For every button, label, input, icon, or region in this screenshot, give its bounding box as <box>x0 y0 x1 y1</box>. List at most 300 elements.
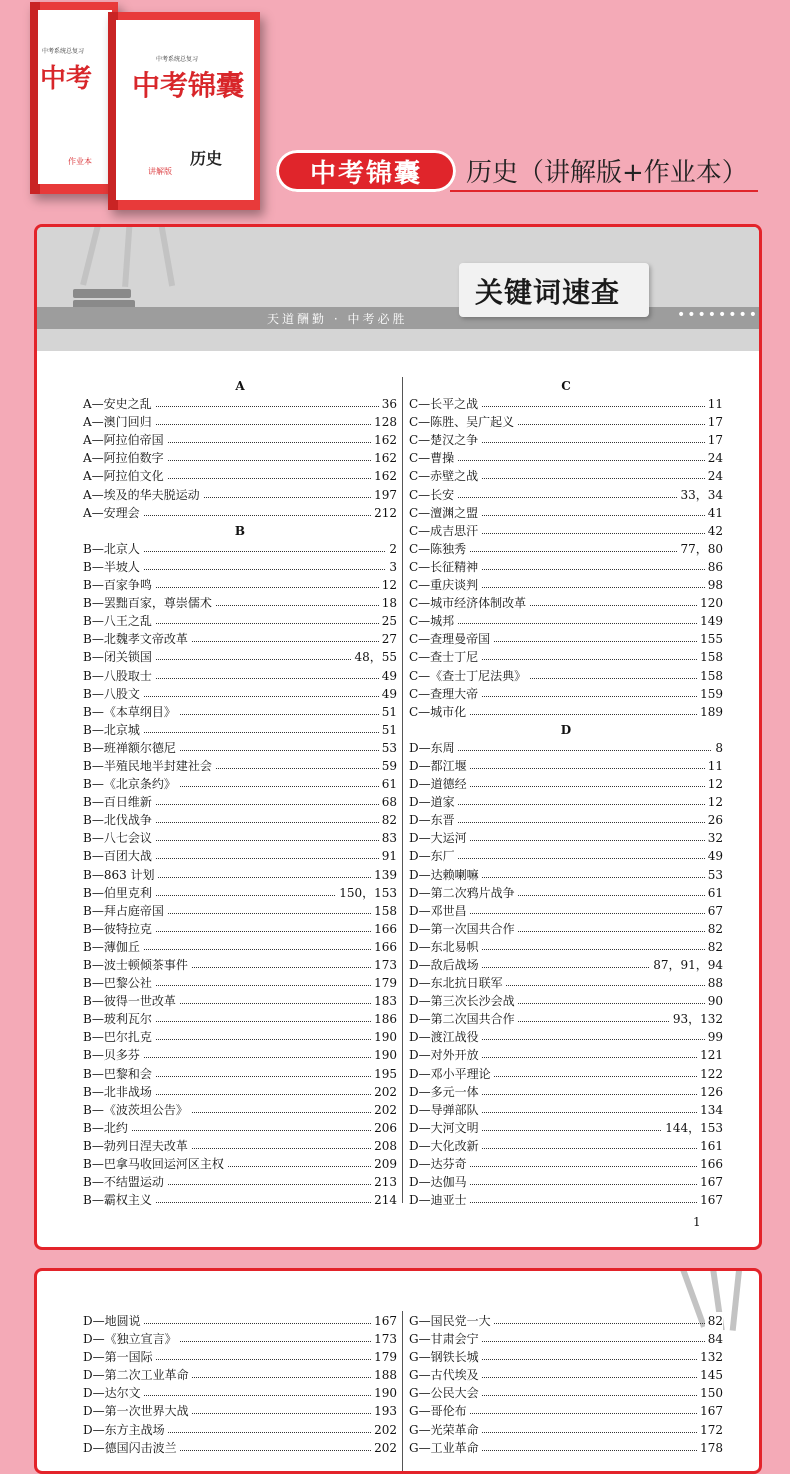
index-entry <box>409 739 723 757</box>
index-entry <box>83 1439 397 1457</box>
banner-slogan: 天道酬勤 · 中考必胜 <box>267 312 408 326</box>
entry-term: G—工业革命 <box>409 1439 482 1457</box>
entry-page: 53 <box>379 739 397 757</box>
index-entry <box>409 522 723 540</box>
index-entry <box>83 866 397 884</box>
entry-page: 208 <box>371 1137 397 1155</box>
entry-term: B—百家争鸣 <box>83 576 155 594</box>
entry-term: B—波士顿倾茶事件 <box>83 956 191 974</box>
entry-page: 186 <box>371 1010 397 1028</box>
entry-term: B—薄伽丘 <box>83 938 143 956</box>
index-column-right <box>409 377 723 1209</box>
book-face <box>38 10 112 184</box>
index-entry <box>409 847 723 865</box>
index-entry <box>409 413 723 431</box>
book-edition-lecture: 讲解版 <box>148 167 172 176</box>
book-series-text: 中考系统总复习 <box>42 48 85 55</box>
index-entry <box>83 576 397 594</box>
entry-term: D—第三次长沙会战 <box>409 992 518 1010</box>
index-entry <box>409 793 723 811</box>
index-entry <box>409 449 723 467</box>
index-entry <box>409 1191 723 1209</box>
index-entry <box>409 938 723 956</box>
title-underline <box>450 190 758 192</box>
entry-page: 190 <box>371 1384 397 1402</box>
index-entry <box>409 1101 723 1119</box>
entry-page: 179 <box>371 974 397 992</box>
index-entry <box>409 992 723 1010</box>
entry-term: G—钢铁长城 <box>409 1348 482 1366</box>
entry-term: B—拜占庭帝国 <box>83 902 167 920</box>
entry-page: 8 <box>712 739 723 757</box>
index-entry <box>409 811 723 829</box>
entry-page: 202 <box>371 1101 397 1119</box>
entry-page: 90 <box>705 992 723 1010</box>
index-entry <box>409 1173 723 1191</box>
index-entry <box>409 504 723 522</box>
entry-page: 126 <box>697 1083 723 1101</box>
index-entry <box>83 974 397 992</box>
entry-page: 158 <box>697 667 723 685</box>
index-entry <box>83 1137 397 1155</box>
index-entry <box>83 1312 397 1330</box>
index-page-1 <box>34 224 762 1250</box>
index-entry <box>83 847 397 865</box>
entry-term: G—国民党一大 <box>409 1312 494 1330</box>
entry-page: 144，153 <box>662 1119 723 1137</box>
entry-term: B—彼得一世改革 <box>83 992 179 1010</box>
entry-term: B—伯里克利 <box>83 884 155 902</box>
entry-term: B—八王之乱 <box>83 612 155 630</box>
entry-page: 77，80 <box>677 540 723 558</box>
entry-page: 11 <box>705 757 723 775</box>
entry-page: 48，55 <box>351 648 397 666</box>
entry-page: 59 <box>379 757 397 775</box>
entry-page: 25 <box>379 612 397 630</box>
index-entry <box>409 667 723 685</box>
entry-term: D—达赖喇嘛 <box>409 866 482 884</box>
entry-term: A—安史之乱 <box>83 395 155 413</box>
entry-term: D—达芬奇 <box>409 1155 470 1173</box>
entry-term: D—第二次鸦片战争 <box>409 884 518 902</box>
index-entry <box>83 1101 397 1119</box>
entry-term: D—达伽马 <box>409 1173 470 1191</box>
entry-page: 86 <box>705 558 723 576</box>
entry-term: D—达尔文 <box>83 1384 144 1402</box>
entry-page: 158 <box>371 902 397 920</box>
index-entry <box>409 1083 723 1101</box>
brand-pill: 中考锦囊 <box>276 150 456 192</box>
entry-page: 83 <box>379 829 397 847</box>
index-letter-heading: C <box>561 379 571 393</box>
index-entry <box>83 703 397 721</box>
entry-term: C—曹操 <box>409 449 457 467</box>
entry-page: 173 <box>371 1330 397 1348</box>
index-entry <box>409 540 723 558</box>
entry-page: 88 <box>705 974 723 992</box>
index-entry <box>409 395 723 413</box>
index-entry <box>409 431 723 449</box>
entry-page: 68 <box>379 793 397 811</box>
entry-page: 183 <box>371 992 397 1010</box>
index-entry <box>83 1065 397 1083</box>
entry-term: B—罢黜百家，尊崇儒术 <box>83 594 215 612</box>
entry-page: 150，153 <box>336 884 397 902</box>
index-entry <box>409 1348 723 1366</box>
index-entry <box>83 902 397 920</box>
index-entry <box>83 1330 397 1348</box>
entry-term: G—甘肃会宁 <box>409 1330 482 1348</box>
index-letter-heading: B <box>234 523 246 538</box>
pencil-decoration <box>730 1268 743 1331</box>
entry-page: 162 <box>371 449 397 467</box>
entry-page: 49 <box>379 667 397 685</box>
entry-page: 41 <box>705 504 723 522</box>
index-entry <box>409 902 723 920</box>
entry-page: 122 <box>697 1065 723 1083</box>
entry-term: G—哥伦布 <box>409 1402 470 1420</box>
book-edition-work: 作业本 <box>68 157 92 166</box>
entry-term: C—赤壁之战 <box>409 467 481 485</box>
entry-term: D—迪亚士 <box>409 1191 470 1209</box>
entry-page: 214 <box>371 1191 397 1209</box>
entry-term: C—长安 <box>409 486 457 504</box>
index-entry <box>83 956 397 974</box>
index-entry <box>409 1330 723 1348</box>
entry-term: B—八股文 <box>83 685 143 703</box>
entry-page: 145 <box>697 1366 723 1384</box>
entry-page: 84 <box>705 1330 723 1348</box>
entry-page: 179 <box>371 1348 397 1366</box>
entry-term: D—邓世昌 <box>409 902 470 920</box>
entry-term: C—查士丁尼 <box>409 648 481 666</box>
entry-page: 33，34 <box>677 486 723 504</box>
entry-term: D—德国闪击波兰 <box>83 1439 180 1457</box>
entry-term: D—《独立宣言》 <box>83 1330 180 1348</box>
index-entry <box>409 1366 723 1384</box>
entry-term: B—霸权主义 <box>83 1191 155 1209</box>
index-entry <box>409 1439 723 1457</box>
index-column-left <box>83 377 397 1209</box>
entry-page: 61 <box>379 775 397 793</box>
index-entry <box>83 1366 397 1384</box>
entry-term: B—863 计划 <box>83 866 158 884</box>
index-entry <box>83 1046 397 1064</box>
index-entry <box>83 1421 397 1439</box>
entry-page: 12 <box>705 793 723 811</box>
entry-term: B—半坡人 <box>83 558 143 576</box>
index-entry <box>409 486 723 504</box>
entry-term: D—道德经 <box>409 775 470 793</box>
entry-term: B—北京城 <box>83 721 143 739</box>
index-entry <box>83 486 397 504</box>
entry-term: D—地圆说 <box>83 1312 144 1330</box>
index-entry <box>409 1137 723 1155</box>
index-entry <box>83 739 397 757</box>
entry-page: 167 <box>697 1402 723 1420</box>
entry-term: C—查理大帝 <box>409 685 481 703</box>
index-entry <box>409 829 723 847</box>
entry-term: A—阿拉伯帝国 <box>83 431 167 449</box>
entry-term: D—第二次国共合作 <box>409 1010 518 1028</box>
entry-term: A—埃及的华夫脱运动 <box>83 486 203 504</box>
entry-page: 53 <box>705 866 723 884</box>
index-entry <box>83 449 397 467</box>
index-entry <box>409 594 723 612</box>
entry-page: 167 <box>697 1191 723 1209</box>
entry-page: 166 <box>371 938 397 956</box>
entry-term: B—八股取士 <box>83 667 155 685</box>
entry-page: 24 <box>705 449 723 467</box>
entry-term: C—《查士丁尼法典》 <box>409 667 529 685</box>
entry-term: B—北魏孝文帝改革 <box>83 630 191 648</box>
entry-term: C—城邦 <box>409 612 457 630</box>
entry-term: A—澳门回归 <box>83 413 155 431</box>
index-entry <box>409 775 723 793</box>
entry-term: D—多元一体 <box>409 1083 482 1101</box>
index-entry <box>409 630 723 648</box>
index-entry <box>409 703 723 721</box>
entry-term: D—渡江战役 <box>409 1028 482 1046</box>
entry-term: D—大运河 <box>409 829 470 847</box>
entry-term: D—东北易帜 <box>409 938 482 956</box>
entry-term: B—勃列日涅夫改革 <box>83 1137 191 1155</box>
entry-term: B—百日维新 <box>83 793 155 811</box>
index-entry <box>409 1155 723 1173</box>
entry-term: C—楚汉之争 <box>409 431 481 449</box>
entry-page: 202 <box>371 1421 397 1439</box>
index-entry <box>83 612 397 630</box>
index-entry <box>83 504 397 522</box>
entry-page: 12 <box>705 775 723 793</box>
index-entry <box>83 1384 397 1402</box>
index-entry <box>409 956 723 974</box>
entry-page: 195 <box>371 1065 397 1083</box>
index-entry <box>83 1173 397 1191</box>
entry-term: B—八七会议 <box>83 829 155 847</box>
entry-term: B—《本草纲目》 <box>83 703 179 721</box>
entry-page: 67 <box>705 902 723 920</box>
entry-page: 206 <box>371 1119 397 1137</box>
entry-term: D—敌后战场 <box>409 956 482 974</box>
entry-term: B—贝多芬 <box>83 1046 143 1064</box>
pencil-decoration <box>122 224 133 287</box>
entry-term: G—光荣革命 <box>409 1421 482 1439</box>
entry-page: 18 <box>379 594 397 612</box>
entry-page: 158 <box>697 648 723 666</box>
entry-term: D—大河文明 <box>409 1119 482 1137</box>
entry-page: 202 <box>371 1083 397 1101</box>
entry-page: 167 <box>697 1173 723 1191</box>
entry-term: C—长平之战 <box>409 395 481 413</box>
entry-term: D—导弹部队 <box>409 1101 482 1119</box>
entry-page: 121 <box>697 1046 723 1064</box>
entry-term: C—查理曼帝国 <box>409 630 493 648</box>
entry-term: G—公民大会 <box>409 1384 482 1402</box>
entry-page: 172 <box>697 1421 723 1439</box>
index-entry <box>83 884 397 902</box>
entry-page: 27 <box>379 630 397 648</box>
entry-term: G—古代埃及 <box>409 1366 482 1384</box>
entry-term: B—《波茨坦公告》 <box>83 1101 191 1119</box>
entry-page: 173 <box>371 956 397 974</box>
entry-term: D—对外开放 <box>409 1046 482 1064</box>
index-entry <box>83 630 397 648</box>
entry-term: B—《北京条约》 <box>83 775 179 793</box>
index-entry <box>83 775 397 793</box>
index-entry <box>409 1028 723 1046</box>
entry-page: 17 <box>705 431 723 449</box>
entry-term: C—城市经济体制改革 <box>409 594 529 612</box>
index-entry <box>409 1384 723 1402</box>
index-entry <box>83 540 397 558</box>
entry-term: B—不结盟运动 <box>83 1173 167 1191</box>
entry-term: A—阿拉伯数字 <box>83 449 167 467</box>
index-entry <box>409 612 723 630</box>
entry-term: B—巴黎和会 <box>83 1065 155 1083</box>
entry-term: D—第一国际 <box>83 1348 156 1366</box>
entry-page: 82 <box>705 1312 723 1330</box>
entry-term: D—东晋 <box>409 811 458 829</box>
entry-term: D—都江堰 <box>409 757 470 775</box>
index-entry <box>409 576 723 594</box>
entry-term: C—澶渊之盟 <box>409 504 481 522</box>
page-number: 1 <box>693 1215 701 1229</box>
index-entry <box>409 685 723 703</box>
index-page-2 <box>34 1268 762 1474</box>
index-entry <box>409 1010 723 1028</box>
entry-page: 167 <box>371 1312 397 1330</box>
pencil-decoration <box>80 224 103 286</box>
entry-term: C—陈胜、吴广起义 <box>409 413 517 431</box>
entry-page: 98 <box>705 576 723 594</box>
entry-page: 11 <box>705 395 723 413</box>
entry-term: D—东周 <box>409 739 458 757</box>
book-cover-lecture <box>108 12 260 210</box>
product-title: 历史（讲解版+作业本） <box>466 158 748 188</box>
entry-term: B—北非战场 <box>83 1083 155 1101</box>
entry-page: 166 <box>697 1155 723 1173</box>
entry-page: 132 <box>697 1348 723 1366</box>
entry-term: A—阿拉伯文化 <box>83 467 167 485</box>
index-entry <box>83 558 397 576</box>
index-entry <box>83 395 397 413</box>
entry-term: B—半殖民地半封建社会 <box>83 757 215 775</box>
index-entry <box>409 884 723 902</box>
entry-page: 49 <box>705 847 723 865</box>
entry-page: 162 <box>371 467 397 485</box>
book-subject: 历史 <box>190 149 223 168</box>
entry-term: B—巴拿马收回运河区主权 <box>83 1155 227 1173</box>
entry-page: 91 <box>379 847 397 865</box>
index-entry <box>83 1155 397 1173</box>
entry-term: D—大化改新 <box>409 1137 482 1155</box>
index-letter-heading: A <box>235 379 245 393</box>
index-entry <box>409 1312 723 1330</box>
entry-page: 12 <box>379 576 397 594</box>
index-entry <box>409 1402 723 1420</box>
index-entry <box>409 648 723 666</box>
entry-page: 51 <box>379 703 397 721</box>
index-entry <box>83 667 397 685</box>
index-entry <box>409 558 723 576</box>
entry-term: B—彼特拉克 <box>83 920 155 938</box>
index-entry <box>83 992 397 1010</box>
index-entry <box>83 1348 397 1366</box>
index-entry <box>83 1083 397 1101</box>
pencil-decoration <box>157 224 175 286</box>
entry-page: 24 <box>705 467 723 485</box>
entry-page: 139 <box>371 866 397 884</box>
entry-page: 120 <box>697 594 723 612</box>
entry-term: B—北约 <box>83 1119 131 1137</box>
entry-page: 161 <box>697 1137 723 1155</box>
index-entry <box>83 829 397 847</box>
entry-page: 51 <box>379 721 397 739</box>
index-entry <box>409 866 723 884</box>
index-entry <box>409 757 723 775</box>
entry-page: 82 <box>379 811 397 829</box>
entry-term: B—玻利瓦尔 <box>83 1010 155 1028</box>
entry-term: B—百团大战 <box>83 847 155 865</box>
index-entry <box>83 920 397 938</box>
entry-term: D—道家 <box>409 793 458 811</box>
entry-page: 82 <box>705 938 723 956</box>
entry-page: 87，91，94 <box>650 956 723 974</box>
index-entry <box>409 467 723 485</box>
entry-term: B—巴黎公社 <box>83 974 155 992</box>
index-column-left <box>83 1312 397 1457</box>
book-brand: 中考锦囊 <box>132 69 245 102</box>
index-letter-heading: D <box>560 722 572 737</box>
entry-page: 17 <box>705 413 723 431</box>
entry-term: B—巴尔扎克 <box>83 1028 155 1046</box>
entry-page: 212 <box>371 504 397 522</box>
keyword-banner <box>37 227 759 351</box>
entry-term: D—东厂 <box>409 847 458 865</box>
entry-page: 149 <box>697 612 723 630</box>
index-entry <box>409 974 723 992</box>
entry-page: 193 <box>371 1402 397 1420</box>
index-entry <box>83 757 397 775</box>
book-face <box>116 20 254 200</box>
entry-term: C—陈独秀 <box>409 540 469 558</box>
entry-page: 188 <box>371 1366 397 1384</box>
entry-page: 134 <box>697 1101 723 1119</box>
index-entry <box>83 721 397 739</box>
entry-term: C—长征精神 <box>409 558 481 576</box>
entry-term: C—重庆谈判 <box>409 576 481 594</box>
index-entry <box>409 920 723 938</box>
banner-dots: •••••••• <box>677 307 760 323</box>
index-entry <box>83 1191 397 1209</box>
banner-title: 关键词速查 <box>475 276 621 309</box>
entry-term: D—东方主战场 <box>83 1421 168 1439</box>
index-entry <box>409 1421 723 1439</box>
entry-page: 209 <box>371 1155 397 1173</box>
entry-term: C—城市化 <box>409 703 469 721</box>
index-entry <box>83 685 397 703</box>
entry-page: 82 <box>705 920 723 938</box>
entry-page: 61 <box>705 884 723 902</box>
entry-page: 178 <box>697 1439 723 1457</box>
index-entry <box>83 1010 397 1028</box>
entry-term: D—东北抗日联军 <box>409 974 506 992</box>
index-entry <box>83 467 397 485</box>
entry-page: 213 <box>371 1173 397 1191</box>
index-entry <box>83 938 397 956</box>
entry-page: 155 <box>697 630 723 648</box>
